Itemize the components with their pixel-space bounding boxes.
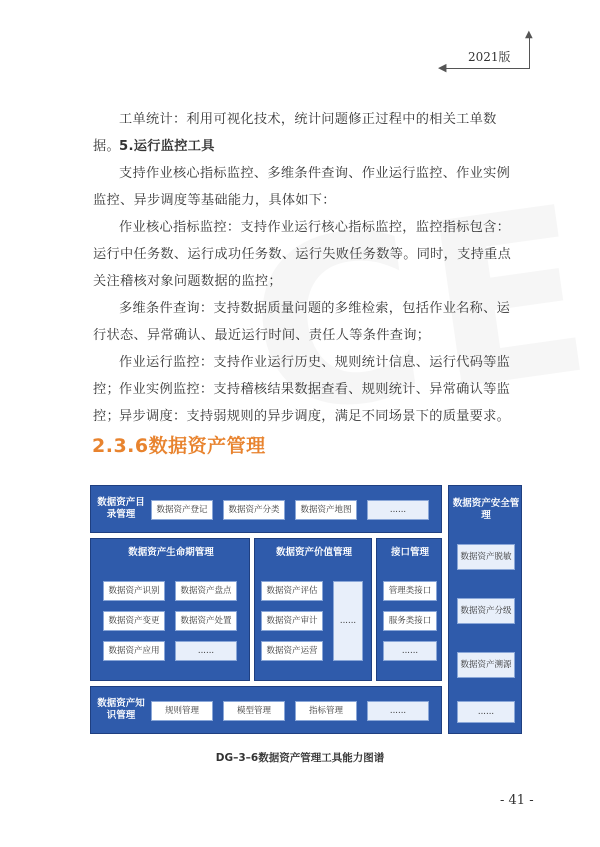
figure-caption: DG–3–6数据资产管理工具能力图谱 xyxy=(215,752,385,764)
value-item: 数据资产运营 xyxy=(261,641,323,661)
catalog-item: 数据资产登记 xyxy=(151,500,213,520)
interface-item: 服务类接口 xyxy=(383,611,437,631)
lifecycle-item: 数据资产应用 xyxy=(103,641,165,661)
security-item-more: ...... xyxy=(457,701,515,723)
interface-item: 管理类接口 xyxy=(383,581,437,601)
paragraph-core-metrics: 作业核心指标监控：支持作业运行核心指标监控，监控指标包含：运行中任务数、运行成功任务数、运行失败任务数等。同时，支持重点关注稽核对象问题数据的监控； xyxy=(93,220,512,289)
interface-panel xyxy=(376,538,442,681)
knowledge-panel xyxy=(90,686,442,734)
knowledge-item-more: ...... xyxy=(367,701,429,721)
lifecycle-item: 数据资产识别 xyxy=(103,581,165,601)
arrow-left-icon: ◀ xyxy=(438,61,447,74)
header-rule-vertical xyxy=(529,38,530,69)
knowledge-item: 指标管理 xyxy=(295,701,357,721)
security-panel xyxy=(448,485,522,734)
arrow-up-icon: ▲ xyxy=(525,29,533,40)
subheading-monitor-tool: 5.运行监控工具 xyxy=(119,139,215,154)
section-title: 2.3.6数据资产管理 xyxy=(92,435,266,457)
lifecycle-panel xyxy=(90,538,250,681)
lifecycle-item-more: ...... xyxy=(175,641,237,661)
interface-item-more: ...... xyxy=(383,641,437,661)
value-item: 数据资产评估 xyxy=(261,581,323,601)
paragraph-async-schedule: 异步调度：支持弱规则的异步调度，满足不同场景下的质量要求。 xyxy=(119,409,511,424)
value-panel-title: 数据资产价值管理 xyxy=(275,547,352,558)
lifecycle-item: 数据资产盘点 xyxy=(175,581,237,601)
value-item-more: ...... xyxy=(333,581,363,661)
security-item: 数据资产分级 xyxy=(457,598,515,624)
lifecycle-panel-title: 数据资产生命期管理 xyxy=(128,547,214,558)
paragraph-job-instance-monitor: 作业实例监控：支持稽核结果数据查看、规则统计、异常确认等监控； xyxy=(93,382,511,424)
security-item: 数据资产溯源 xyxy=(457,652,515,678)
value-panel xyxy=(254,538,372,681)
catalog-item: 数据资产分类 xyxy=(223,500,285,520)
capability-diagram xyxy=(90,485,522,737)
paragraph-monitor-intro: 支持作业核心指标监控、多维条件查询、作业运行监控、作业实例监控、异步调度等基础能力，具体如下： xyxy=(93,166,511,208)
interface-panel-title: 接口管理 xyxy=(390,547,429,558)
value-item: 数据资产审计 xyxy=(261,611,323,631)
knowledge-panel-title: 数据资产知识管理 xyxy=(97,698,145,721)
lifecycle-item: 数据资产变更 xyxy=(103,611,165,631)
security-panel-title: 数据资产安全管理 xyxy=(452,498,520,521)
catalog-panel xyxy=(90,485,442,533)
catalog-item: 数据资产地图 xyxy=(295,500,357,520)
lifecycle-item: 数据资产处置 xyxy=(175,611,237,631)
paragraph-job-run-monitor: 作业运行监控：支持作业运行历史、规则统计信息、运行代码等监控； xyxy=(93,355,511,397)
edition-label: 2021版 xyxy=(468,50,511,64)
paragraph-ticket-stats: 工单统计：利用可视化技术，统计问题修正过程中的相关工单数据。 xyxy=(93,112,497,154)
knowledge-item: 模型管理 xyxy=(223,701,285,721)
catalog-panel-title: 数据资产目录管理 xyxy=(97,497,145,520)
security-item: 数据资产脱敏 xyxy=(457,544,515,570)
paragraph-multi-query: 多维条件查询：支持数据质量问题的多维检索，包括作业名称、运行状态、异常确认、最近运行时间、责任人等条件查询； xyxy=(93,301,511,343)
knowledge-item: 规则管理 xyxy=(151,701,213,721)
header-rule-horizontal xyxy=(442,68,530,69)
page-number: - 41 - xyxy=(500,793,534,808)
catalog-item-more: ...... xyxy=(367,500,429,520)
